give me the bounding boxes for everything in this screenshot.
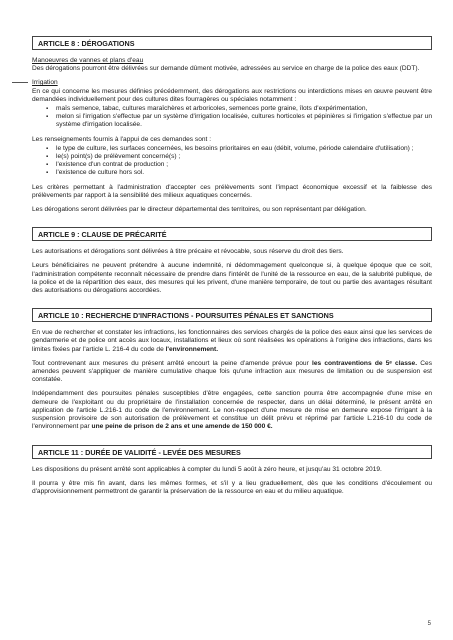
paragraph-validite-1: Les dispositions du présent arrêté sont applicables à compter du lundi 5 août à zéro heure, et jusqu'au 31 octobre 2019. (32, 465, 382, 473)
paragraph-renseignements: Les renseignements fournis à l'appui de ces demandes sont : (32, 135, 212, 143)
list-item: ▪ l'existence de culture hors sol. (46, 169, 432, 177)
list-item: ▪ l'existence d'un contrat de production ; (46, 161, 432, 169)
paragraph-irrigation: En ce qui concerne les mesures définies précédemment, des dérogations aux restrictions ou interdictions mises en œuvre peuvent être demandées individuellement pour des cultures dites fourragères ou spéciales notamment : (32, 87, 432, 103)
subheading-irrigation: Irrigation (32, 79, 58, 87)
document-page (32, 36, 432, 636)
paragraph-infractions-2: Tout contrevenant aux mesures du présent arrêté encourt la peine d'amende prévue pour les contraventions de 5ᵉ classe. Ces amendes peuvent s'appliquer de manière cumulative chaque fois qu'une infraction aux mesures de limitation ou de suspension est constatée. (32, 359, 432, 384)
paragraph-criteres: Les critères permettant à l'administration d'accepter ces prélèvements sont l'impact économique excessif et la faiblesse des prélèvements par rapport à la sensibilité des milieux aquatiques concernés. (32, 183, 432, 199)
article-8-heading: ARTICLE 8 : DÉROGATIONS (32, 36, 432, 50)
article-10-heading: ARTICLE 10 : RECHERCHE D'INFRACTIONS - POURSUITES PÉNALES ET SANCTIONS (32, 308, 432, 322)
page-number: 5 (427, 620, 431, 627)
list-item: ▪ melon si l'irrigation s'effectue par un système d'irrigation localisée, cultures horticoles et pépinières si l'irrigation s'effectue par un système d'irrigation localisée. (46, 113, 432, 129)
cultures-list (46, 105, 432, 130)
article-11-heading: ARTICLE 11 : DURÉE DE VALIDITÉ - LEVÉE DES MESURES (32, 445, 432, 459)
article-9-heading: ARTICLE 9 : CLAUSE DE PRÉCARITÉ (32, 227, 432, 241)
list-item: ▪ le type de culture, les surfaces concernées, les besoins prioritaires en eau (débit, volume, période calendaire d'utilisation) ; (46, 145, 432, 153)
paragraph-validite-2: Il pourra y être mis fin avant, dans les mêmes formes, et s'il y a lieu graduellement, dès que les conditions d'écoulement ou d'approvisionnement permettront de garantir la préservation de la ressource en eau et du milieu aquatique. (32, 479, 432, 495)
paragraph-vannes: Des dérogations pourront être délivrées sur demande dûment motivée, adressées au service en charge de la police des eaux (DDT). (32, 65, 420, 73)
paragraph-infractions-3: Indépendamment des poursuites pénales susceptibles d'être engagées, cette sanction pourra être accompagnée d'une mise en demeure de l'exploitant ou du propriétaire de l'installation concernée de respecter, dans un délai déterminé, le présent arrêté en application de l'article L.216-1 du code de l'environnement. Le non-respect d'une mesure de mise en demeure expose l'irrigant à la suspension provisoire de son autorisation de prélèvement et constitue un délit prévu et réprimé par l'article L.216-10 du code de l'environnement par une peine de prison de 2 ans et une amende de 150 000 €. (32, 390, 432, 431)
paragraph-precarite-1: Les autorisations et dérogations sont délivrées à titre précaire et révocable, sous réserve du droit des tiers. (32, 248, 344, 256)
paragraph-infractions-1: En vue de rechercher et constater les infractions, les fonctionnaires des services chargés de la police des eaux ainsi que les services de gendarmerie et de police ont accès aux locaux, installations et lieux où sont réalisées les opérations à l'origine des infractions, dans les limites fixées par l'article L. 216-4 du code de l'environnement. (32, 329, 432, 353)
margin-mark (12, 82, 28, 83)
renseignements-list (46, 145, 432, 178)
list-item: ▪ maïs semence, tabac, cultures maraîchères et arboricoles, semences porte graine, îlots d'expérimentation, (46, 105, 432, 113)
list-item: ▪ le(s) point(s) de prélèvement concerné(s) ; (46, 153, 432, 161)
paragraph-precarite-2: Leurs bénéficiaires ne peuvent prétendre à aucune indemnité, ni dédommagement quelconque si, à quelque époque que ce soit, l'administration compétente reconnaît nécessaire de prendre dans l'intérêt de l'unité de la ressource en eau, de la salubrité publique, de la police et de la répartition des eaux, des mesures qui les privent, d'une manière temporaire, de tout ou partie des avantages résultant des autorisations ou dérogations accordées. (32, 262, 432, 295)
subheading-vannes: Manoeuvres de vannes et plans d'eau (32, 57, 144, 64)
paragraph-delivrance: Les dérogations seront délivrées par le directeur départemental des territoires, ou son représentant par délégation. (32, 206, 367, 214)
